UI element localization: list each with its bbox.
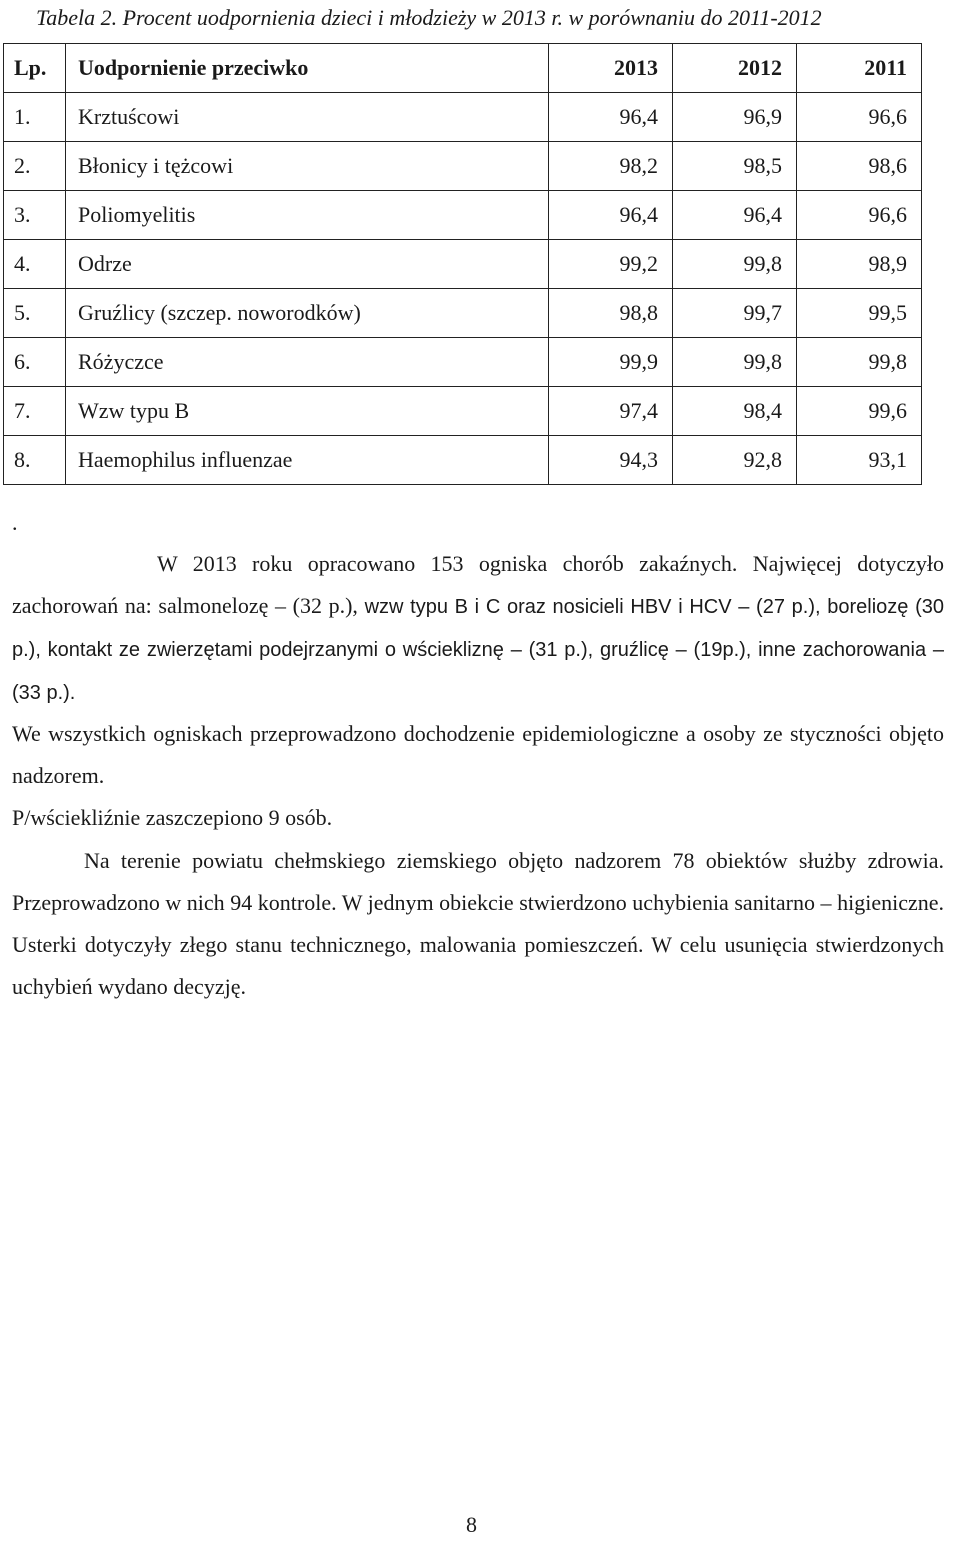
row-2012: 96,4	[673, 191, 797, 240]
table-header-row	[4, 44, 922, 93]
table-row	[4, 142, 922, 191]
row-vaccine: Błonicy i tężcowi	[66, 142, 549, 191]
paragraph-inspections	[12, 840, 944, 1008]
row-2011: 93,1	[797, 436, 922, 485]
row-vaccine: Wzw typu B	[66, 387, 549, 436]
stray-dot: .	[12, 510, 18, 535]
paragraph-investigation: We wszystkich ogniskach przeprowadzono dochodzenie epidemiologiczne a osoby ze styczności objęto nadzorem.	[12, 721, 944, 788]
row-2011: 98,6	[797, 142, 922, 191]
table-row	[4, 387, 922, 436]
table-row	[4, 191, 922, 240]
header-2012: 2012	[673, 44, 797, 93]
row-2013: 99,2	[549, 240, 673, 289]
row-vaccine: Odrze	[66, 240, 549, 289]
paragraph-outbreaks-sans: wzw typu B i C oraz nosicieli HBV i HCV – (27 p.), boreliozę (30 p.), kontakt ze zwierzętami podejrzanymi o wściekliznę – (31 p.), gruźlicę – (19p.), inne zachorowania – (33 p.).	[12, 596, 945, 704]
row-2011: 96,6	[797, 191, 922, 240]
table-row	[4, 240, 922, 289]
table-row	[4, 436, 922, 485]
row-2013: 98,2	[549, 142, 673, 191]
header-2013: 2013	[549, 44, 673, 93]
paragraph-inspections-text: Na terenie powiatu chełmskiego ziemskiego objęto nadzorem 78 obiektów służby zdrowia. Przeprowadzono w nich 94 kontrole. W jednym obiekcie stwierdzono uchybienia sanitarno – higieniczne. Usterki dotyczyły złego stanu technicznego, malowania pomieszczeń. W celu usunięcia stwierdzonych uchybień wydano decyzję.	[12, 848, 944, 999]
table-row	[4, 338, 922, 387]
paragraph-rabies: P/wściekliźnie zaszczepiono 9 osób.	[12, 805, 333, 830]
row-number: 2.	[4, 142, 66, 191]
paragraph-outbreaks-serif: W 2013 roku opracowano 153 ogniska chorób zakaźnych. Najwięcej dotyczyło zachorowań na: salmonelozę – (32 p.),	[12, 551, 944, 618]
row-number: 3.	[4, 191, 66, 240]
immunization-table	[3, 43, 922, 485]
row-number: 8.	[4, 436, 66, 485]
row-vaccine: Różyczce	[66, 338, 549, 387]
row-2012: 98,5	[673, 142, 797, 191]
row-2011: 96,6	[797, 93, 922, 142]
row-vaccine: Krztuścowi	[66, 93, 549, 142]
row-vaccine: Gruźlicy (szczep. noworodków)	[66, 289, 549, 338]
header-vaccine: Uodpornienie przeciwko	[66, 44, 549, 93]
row-2012: 92,8	[673, 436, 797, 485]
paragraph-outbreaks	[12, 543, 944, 714]
page-number: 8	[466, 1512, 477, 1537]
row-2013: 94,3	[549, 436, 673, 485]
row-2013: 96,4	[549, 93, 673, 142]
row-2012: 99,7	[673, 289, 797, 338]
table-caption: Tabela 2. Procent uodpornienia dzieci i młodzieży w 2013 r. w porównaniu do 2011-2012	[36, 5, 822, 30]
row-vaccine: Poliomyelitis	[66, 191, 549, 240]
row-vaccine: Haemophilus influenzae	[66, 436, 549, 485]
row-2011: 99,5	[797, 289, 922, 338]
row-2012: 99,8	[673, 338, 797, 387]
row-2012: 98,4	[673, 387, 797, 436]
row-2011: 99,8	[797, 338, 922, 387]
row-number: 5.	[4, 289, 66, 338]
row-2012: 96,9	[673, 93, 797, 142]
row-number: 6.	[4, 338, 66, 387]
row-number: 1.	[4, 93, 66, 142]
row-2011: 98,9	[797, 240, 922, 289]
table-row	[4, 289, 922, 338]
row-2013: 98,8	[549, 289, 673, 338]
row-number: 7.	[4, 387, 66, 436]
row-number: 4.	[4, 240, 66, 289]
header-lp: Lp.	[4, 44, 66, 93]
row-2013: 99,9	[549, 338, 673, 387]
row-2013: 96,4	[549, 191, 673, 240]
row-2011: 99,6	[797, 387, 922, 436]
row-2013: 97,4	[549, 387, 673, 436]
header-2011: 2011	[797, 44, 922, 93]
table-row	[4, 93, 922, 142]
row-2012: 99,8	[673, 240, 797, 289]
